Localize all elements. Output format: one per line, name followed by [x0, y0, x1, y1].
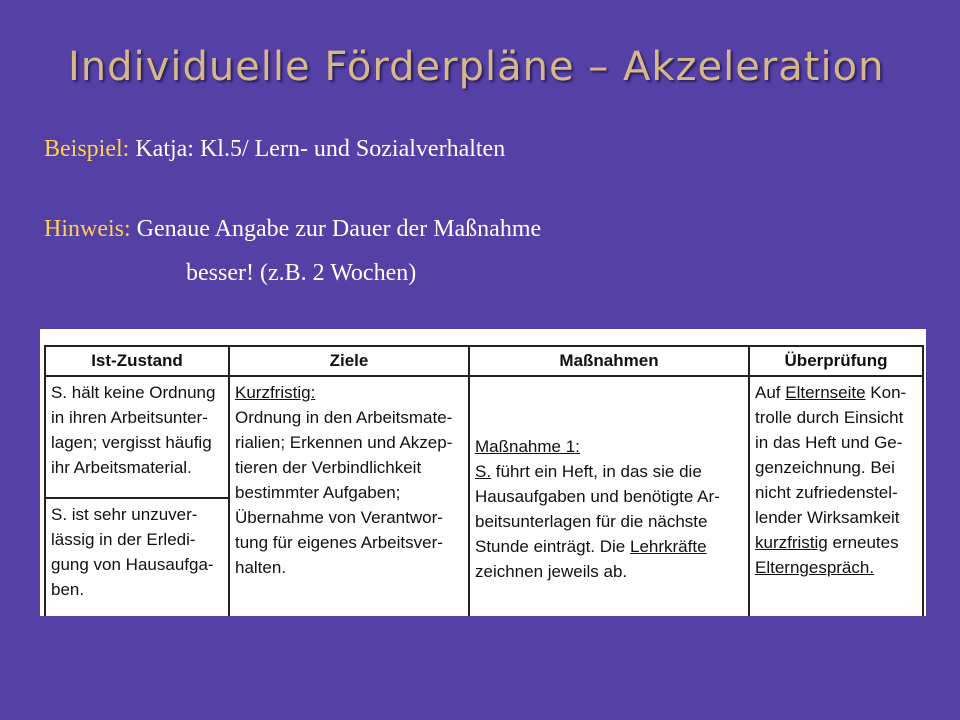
slide-title: Individuelle Förderpläne – Akzeleration [68, 44, 885, 90]
elternseite-text: Elternseite [785, 383, 866, 402]
beispiel-text: Katja: Kl.5/ Lern- und Sozialverhalten [135, 136, 506, 162]
schueler-abbrev: S. [475, 462, 492, 481]
cell-line: lagen; vergisst häufig [51, 433, 212, 452]
header-massnahmen: Maßnahmen [469, 346, 749, 376]
header-ziele: Ziele [229, 346, 469, 376]
cell-line: S. ist sehr unzuver- [51, 505, 198, 524]
cell-line-text: erneutes [827, 533, 899, 552]
beispiel-line [44, 136, 505, 163]
cell-line-text: führt ein Heft, in das sie die [491, 462, 702, 481]
cell-line: Ordnung in den Arbeitsmate- [235, 408, 453, 427]
cell-line: tieren der Verbindlichkeit [235, 458, 422, 477]
cell-line-text: Kon- [865, 383, 907, 402]
cell-line: beitsunterlagen für die nächste [475, 512, 708, 531]
elterngespraech-text: Elterngespräch. [755, 558, 875, 577]
cell-line: ihr Arbeitsmaterial. [51, 458, 192, 477]
cell-line [755, 380, 917, 405]
header-ueberpruefung: Überprüfung [749, 346, 923, 376]
cell-line: in das Heft und Ge- [755, 433, 903, 452]
header-ist-zustand: Ist-Zustand [45, 346, 229, 376]
hinweis-line-2: besser! (z.B. 2 Wochen) [186, 260, 417, 286]
cell-line: ben. [51, 580, 85, 599]
cell-line: S. hält keine Ordnung [51, 383, 216, 402]
cell-line: rialien; Erkennen und Akzep- [235, 433, 453, 452]
cell-line-text: Stunde einträgt. Die [475, 537, 630, 556]
hinweis-line [44, 216, 541, 243]
cell-line: bestimmter Aufgaben; [235, 483, 401, 502]
ist-zustand-cell-2 [45, 498, 229, 616]
cell-line: in ihren Arbeitsunter- [51, 408, 208, 427]
cell-line-text: Auf [755, 383, 786, 402]
cell-line: Hausaufgaben und benötigte Ar- [475, 487, 720, 506]
cell-line: zeichnen jeweils ab. [475, 562, 628, 581]
cell-line: genzeichnung. Bei [755, 458, 895, 477]
hinweis-label: Hinweis: [44, 216, 131, 242]
cell-line: halten. [235, 558, 287, 577]
massnahmen-cell [469, 376, 749, 616]
cell-line: trolle durch Einsicht [755, 408, 904, 427]
ueberpruefung-cell [749, 376, 923, 616]
ziele-cell [229, 376, 469, 616]
cell-line: nicht zufriedenstel- [755, 483, 898, 502]
table-header-row [45, 346, 923, 376]
cell-line: lender Wirksamkeit [755, 508, 900, 527]
cell-line: tung für eigenes Arbeitsver- [235, 533, 443, 552]
kurzfristig-text: kurzfristig [755, 533, 828, 552]
cell-line [755, 530, 917, 555]
cell-line: gung von Hausaufga- [51, 555, 214, 574]
massnahme-heading: Maßnahme 1: [475, 437, 580, 456]
cell-line: lässig in der Erledi- [51, 530, 196, 549]
foerderplan-table [44, 345, 924, 616]
lehrkraefte-text: Lehrkräfte [629, 537, 707, 556]
cell-line [475, 459, 743, 484]
scanned-table-image [40, 329, 926, 616]
table-row [45, 376, 923, 498]
cell-line [475, 534, 743, 559]
ist-zustand-cell-1 [45, 376, 229, 498]
ziele-heading: Kurzfristig: [235, 383, 316, 402]
hinweis-text: Genaue Angabe zur Dauer der Maßnahme [136, 216, 542, 242]
cell-line: Übernahme von Verantwor- [235, 508, 443, 527]
beispiel-label: Beispiel: [44, 136, 130, 162]
